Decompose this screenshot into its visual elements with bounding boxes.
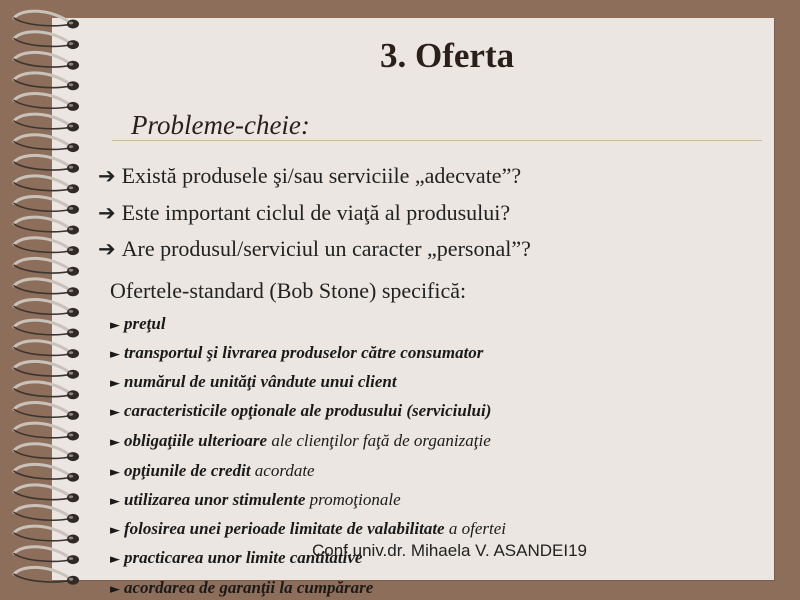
list-item-bold: caracteristicile opţionale ale produsului (serviciului)	[124, 401, 492, 420]
list-item-rest: ale clienţilor faţă de organizaţie	[267, 431, 491, 450]
right-arrow-icon: ➔	[98, 201, 116, 225]
triangle-bullet-icon: ►	[110, 494, 120, 509]
list-item-bold: opţiunile de credit	[124, 461, 251, 480]
list-item	[110, 519, 506, 539]
divider	[112, 140, 762, 141]
list-item-bold: utilizarea unor stimulente	[124, 490, 306, 509]
page-number: 19	[568, 541, 588, 560]
list-item	[110, 401, 491, 421]
question-item	[98, 236, 531, 262]
slide-title: 3. Oferta	[380, 36, 515, 75]
list-item-rest: promoţionale	[305, 490, 401, 509]
slide-footer	[312, 541, 587, 561]
list-item	[110, 431, 491, 451]
spiral-ring	[14, 197, 79, 214]
list-item	[110, 343, 483, 363]
list-item	[110, 314, 166, 334]
list-item-bold: transportul şi livrarea produselor către consumator	[124, 343, 484, 362]
triangle-bullet-icon: ►	[110, 405, 120, 420]
right-arrow-icon: ➔	[98, 237, 116, 261]
question-text: Există produsele şi/sau serviciile „adecvate”?	[121, 163, 522, 188]
spiral-ring	[14, 258, 79, 275]
spiral-ring	[14, 444, 79, 461]
triangle-bullet-icon: ►	[110, 523, 120, 538]
spiral-ring	[14, 341, 79, 358]
spiral-ring	[14, 526, 79, 543]
offer-intro: Ofertele-standard (Bob Stone) specifică:	[110, 278, 467, 303]
spiral-ring	[14, 423, 79, 440]
list-item	[110, 490, 401, 510]
slide-subtitle: Probleme-cheie:	[131, 110, 310, 140]
list-item	[110, 578, 373, 598]
spiral-ring	[14, 567, 79, 584]
footer-author: Conf.univ.dr. Mihaela V. ASANDEI	[312, 541, 569, 560]
spiral-ring	[14, 361, 79, 378]
list-item-bold: preţul	[124, 314, 166, 333]
triangle-bullet-icon: ►	[110, 435, 120, 450]
spiral-ring	[14, 238, 79, 255]
spiral-ring	[14, 155, 79, 172]
triangle-bullet-icon: ►	[110, 376, 120, 391]
spiral-binding-icon	[0, 0, 90, 600]
question-text: Are produsul/serviciul un caracter „personal”?	[121, 236, 531, 261]
spiral-ring	[14, 135, 79, 152]
triangle-bullet-icon: ►	[110, 552, 120, 567]
spiral-ring	[14, 176, 79, 193]
list-item-bold: folosirea unei perioade limitate de valabilitate	[124, 519, 445, 538]
list-item-rest: a ofertei	[444, 519, 506, 538]
spiral-ring	[14, 217, 79, 234]
spiral-ring	[14, 506, 79, 523]
list-item-bold: obligaţiile ulterioare	[124, 431, 268, 450]
list-item-bold: acordarea de garanţii la cumpărare	[124, 578, 374, 597]
spiral-ring	[14, 32, 79, 49]
question-item	[98, 163, 521, 189]
triangle-bullet-icon: ►	[110, 347, 120, 362]
list-item-rest: acordate	[250, 461, 315, 480]
spiral-ring	[14, 464, 79, 481]
spiral-ring	[14, 279, 79, 296]
triangle-bullet-icon: ►	[110, 582, 120, 597]
spiral-ring	[14, 94, 79, 111]
spiral-ring	[14, 547, 79, 564]
spiral-ring	[14, 382, 79, 399]
spiral-ring	[14, 11, 79, 28]
list-item-bold: practicarea unor limite cantitative	[124, 548, 363, 567]
spiral-ring	[14, 300, 79, 317]
right-arrow-icon: ➔	[98, 164, 116, 188]
spiral-ring	[14, 73, 79, 90]
spiral-ring	[14, 52, 79, 69]
list-item	[110, 372, 397, 392]
triangle-bullet-icon: ►	[110, 318, 120, 333]
spiral-ring	[14, 403, 79, 420]
question-text: Este important ciclul de viaţă al produsului?	[121, 200, 511, 225]
spiral-ring	[14, 114, 79, 131]
spiral-ring	[14, 320, 79, 337]
triangle-bullet-icon: ►	[110, 465, 120, 480]
question-item	[98, 200, 510, 226]
list-item-bold: numărul de unităţi vândute unui client	[124, 372, 397, 391]
list-item	[110, 461, 315, 481]
spiral-ring	[14, 485, 79, 502]
